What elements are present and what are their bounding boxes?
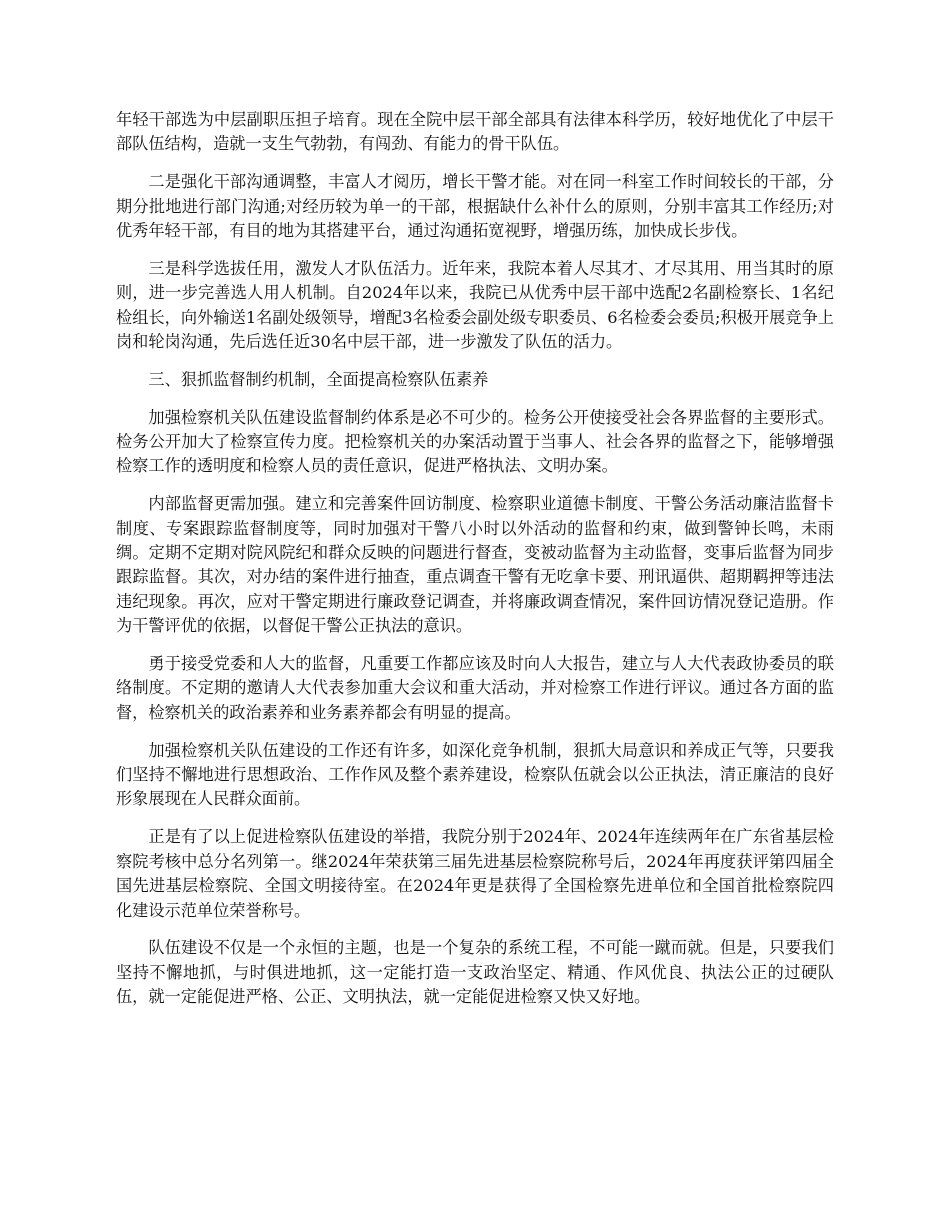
section-heading-supervision: 三、狠抓监督制约机制，全面提高检察队伍素养 — [148, 369, 489, 389]
document-body — [116, 108, 834, 1023]
paragraph-further-work: 加强检察机关队伍建设的工作还有许多，如深化竞争机制，狠抓大局意识和养成正气等，只要我们坚持不懈地进行思想政治、工作作风及整个素养建设，检察队伍就会以公正执法，清正廉洁的良好形象展现在人民群众面前。 — [116, 740, 834, 809]
paragraph-public-supervision: 加强检察机关队伍建设监督制约体系是必不可少的。检务公开使接受社会各界监督的主要形式。检务公开加大了检察宣传力度。把检察机关的办案活动置于当事人、社会各界的监督之下，能够增强检察工作的透明度和检察人员的责任意识，促进严格执法、文明办案。 — [116, 407, 834, 476]
paragraph-cadre-training: 年轻干部选为中层副职压担子培育。现在全院中层干部全部具有法律本科学历，较好地优化了中层干部队伍结构，造就一支生气勃勃，有闯劲、有能力的骨干队伍。 — [116, 110, 834, 154]
paragraph-achievements: 正是有了以上促进检察队伍建设的举措，我院分别于2024年、2024年连续两年在广东省基层检察院考核中总分名列第一。继2024年荣获第三届先进基层检察院称号后，2024年再度获评第四届全国先进基层检察院、全国文明接待室。在2024年更是获得了全国检察先进单位和全国首批检察院四化建设示范单位荣誉称号。 — [116, 827, 834, 920]
paragraph-conclusion: 队伍建设不仅是一个永恒的主题，也是一个复杂的系统工程，不可能一蹴而就。但是，只要我们坚持不懈地抓，与时俱进地抓，这一定能打造一支政治坚定、精通、作风优良、执法公正的过硬队伍，就一定能促进严格、公正、文明执法，就一定能促进检察又快又好地。 — [116, 938, 834, 1007]
paragraph-congress-supervision: 勇于接受党委和人大的监督，凡重要工作都应该及时向人大报告，建立与人大代表政协委员的联络制度。不定期的邀请人大代表参加重大会议和重大活动，并对检察工作进行评议。通过各方面的监督，检察机关的政治素养和业务素养都会有明显的提高。 — [116, 654, 834, 722]
paragraph-cadre-rotation: 二是强化干部沟通调整，丰富人才阅历，增长干警才能。对在同一科室工作时间较长的干部，分期分批地进行部门沟通;对经历较为单一的干部，根据缺什么补什么的原则，分别丰富其工作经历;对优秀年轻干部，有目的地为其搭建平台，通过沟通拓宽视野，增强历练，加快成长步伐。 — [116, 172, 834, 241]
paragraph-selection-appointment: 三是科学选拔任用，激发人才队伍活力。近年来，我院本着人尽其才、才尽其用、用当其时的原则，进一步完善选人用人机制。自2024年以来，我院已从优秀中层干部中选配2名副检察长、1名纪检组长，向外输送1名副处级领导，增配3名检委会副处级专职委员、6名检委会委员;积极开展竞争上岗和轮岗沟通，先后选任近30名中层干部，进一步激发了队伍的活力。 — [116, 258, 834, 352]
paragraph-internal-supervision: 内部监督更需加强。建立和完善案件回访制度、检察职业道德卡制度、干警公务活动廉洁监督卡制度、专案跟踪监督制度等，同时加强对干警八小时以外活动的监督和约束，做到警钟长鸣，未雨绸。定期不定期对院风院纪和群众反映的问题进行督查，变被动监督为主动监督，变事后监督为同步跟踪监督。其次，对办结的案件进行抽查，重点调查干警有无吃拿卡要、刑讯逼供、超期羁押等违法违纪现象。再次，应对干警定期进行廉政登记调查，并将廉政调查情况，案件回访情况登记造册。作为干警评优的依据，以督促干警公正执法的意识。 — [116, 494, 834, 636]
